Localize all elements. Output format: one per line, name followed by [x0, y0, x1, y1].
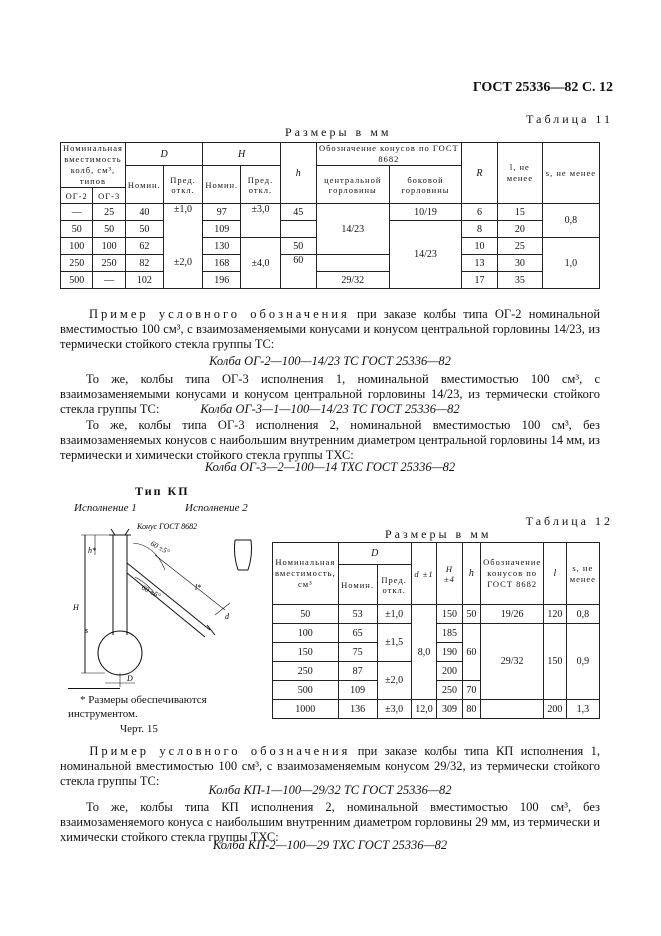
table12	[272, 542, 600, 719]
t11-h-D: D	[125, 143, 202, 166]
t12-h-60: 60	[462, 624, 481, 681]
t11-D-tol-2: ±2,0	[163, 238, 203, 289]
t11-r0-og2: —	[61, 204, 93, 221]
t12-r3-D: 87	[338, 662, 377, 681]
t11-r3-D: 82	[125, 255, 163, 272]
text1-p2: То же, колбы типа ОГ-3 исполнения 1, номинальной вместимостью 100 см³, с взаимозаменяемыми конусами и конусом центральной горловины 14/23, из термически стойкого стекла группы ТС:	[60, 372, 600, 416]
t11-H-tol-2: ±4,0	[241, 238, 281, 289]
t11-r4-og2: 500	[61, 272, 93, 289]
angle1-label: 60 ±5°	[149, 538, 172, 557]
t11-r0-og3: 25	[93, 204, 125, 221]
t11-h-s: s, не менее	[542, 143, 599, 204]
t11-r1-H: 109	[203, 221, 241, 238]
t12-h-d: d ±1	[411, 543, 437, 605]
text2-d2: Колба КП-2—100—29 ТХС ГОСТ 25336—82	[212, 838, 448, 852]
t11-h-H-pred: Пред. откл.	[241, 166, 281, 204]
t11-h-cones: Обозначение конусов по ГОСТ 8682	[316, 143, 461, 166]
text2-p2: То же, колбы типа КП исполнения 2, номинальной вместимостью 100 см³, без взаимозаменяемого конуса с наибольшим внутренним диаметром горловины 29 мм, из термически и химически стойкого стекла группы ТХС:	[60, 800, 600, 844]
t11-r4-H: 196	[203, 272, 241, 289]
table12-caption: Таблица 12	[525, 514, 613, 528]
t12-h-70: 70	[462, 681, 481, 700]
t12-r0-D: 53	[338, 605, 377, 624]
t11-side-1: 10/19	[389, 204, 461, 221]
text1-p1-rest: при заказе колбы типа ОГ-2 номинальной вместимостью 100 см³, с взаимозаменяемыми конусами и конусом центральной горловины 14/23, из термически стойкого стекла группы ТС:	[60, 307, 601, 351]
t11-h-nominal: Номинальная вместимость колб, см³, типов	[61, 143, 126, 188]
t11-h-H-nom: Номин.	[203, 166, 241, 204]
H-label: H	[73, 603, 79, 612]
t11-r2-D: 62	[125, 238, 163, 255]
t11-r1-l: 20	[497, 221, 542, 238]
figure-footnote: * Размеры обеспечиваются инструментом.	[68, 694, 207, 720]
t12-h-cone: Обозначение конусов по ГОСТ 8682	[481, 543, 544, 605]
t11-r2-og3: 100	[93, 238, 125, 255]
t11-r3-og2: 250	[61, 255, 93, 272]
figure-exec1: Исполнение 1	[74, 502, 137, 514]
l-label: l*	[195, 583, 202, 592]
t12-h-H: H ±4	[437, 543, 462, 605]
figure-exec2: Исполнение 2	[185, 502, 248, 514]
t11-r2-H: 130	[203, 238, 241, 255]
d-label: d	[225, 612, 229, 621]
t12-r5-D: 136	[338, 700, 377, 719]
t11-r4-l: 35	[497, 272, 542, 289]
table11	[60, 142, 600, 289]
t12-h-D-nom: Номин.	[338, 565, 377, 605]
t12-r2-H: 190	[437, 643, 462, 662]
t11-H-tol-1: ±3,0	[241, 204, 281, 238]
t11-r0-H: 97	[203, 204, 241, 221]
t11-D-tol-1: ±1,0	[163, 204, 203, 238]
table12-subtitle: Размеры в мм	[385, 527, 492, 541]
t12-l-2: 150	[544, 624, 566, 700]
t12-s-1: 0,8	[566, 605, 599, 624]
t12-r1-v: 100	[273, 624, 339, 643]
t12-r2-v: 150	[273, 643, 339, 662]
h-label: h*	[88, 546, 96, 555]
t12-r0-v: 50	[273, 605, 339, 624]
t11-r2-og2: 100	[61, 238, 93, 255]
side-arm-top	[127, 563, 210, 630]
t11-r0-l: 15	[497, 204, 542, 221]
t11-r2-R: 10	[462, 238, 498, 255]
t12-h-l: l	[544, 543, 566, 605]
t12-r0-H: 150	[437, 605, 462, 624]
t11-h-h: h	[280, 143, 316, 204]
text2-p1-rest: при заказе колбы типа КП исполнения 1, номинальной вместимостью 100 см³, с взаимозаменяемым конусом 29/32, из термически стойкого стекла группы ТС:	[60, 744, 600, 788]
t11-side-2: 14/23	[389, 221, 461, 289]
text1-p1-lead: Пример условного обозначения	[88, 307, 350, 321]
figure-caption: Черт. 15	[120, 723, 158, 735]
t11-h-og3: ОГ-3	[93, 188, 125, 204]
t12-cone-1: 19/26	[481, 605, 544, 624]
t11-central-2: 29/32	[316, 272, 389, 289]
t11-r0-R: 6	[462, 204, 498, 221]
t11-r3-og3: 250	[93, 255, 125, 272]
t11-r2-l: 25	[497, 238, 542, 255]
side-arm-bottom	[127, 573, 205, 637]
t11-h-R: R	[462, 143, 498, 204]
t12-r4-H: 250	[437, 681, 462, 700]
table11-caption: Таблица 11	[526, 112, 613, 126]
figure-type-title: Тип КП	[135, 484, 190, 498]
D-label: D	[127, 674, 133, 683]
t11-h-central: центральной горловины	[316, 166, 389, 204]
t11-r1-D: 50	[125, 221, 163, 238]
t11-s-2: 1,0	[542, 238, 599, 289]
s-label: s	[85, 626, 89, 635]
t11-r4-D: 102	[125, 272, 163, 289]
t12-s-2: 0,9	[566, 624, 599, 700]
t11-r1-og2: 50	[61, 221, 93, 238]
t12-tol-1: ±1,0	[377, 605, 411, 624]
t12-tol-3: ±2,0	[377, 662, 411, 700]
t12-tol-4: ±3,0	[377, 700, 411, 719]
text1-d2: Колба ОГ-3—1—100—14/23 ТС ГОСТ 25336—82	[200, 402, 460, 416]
t11-r0-D: 40	[125, 204, 163, 221]
t12-r3-H: 200	[437, 662, 462, 681]
t12-h-nominal: Номинальная вместимость, см³	[273, 543, 339, 605]
t12-cone-2: 29/32	[481, 624, 544, 700]
t12-r5-v: 1000	[273, 700, 339, 719]
t11-central-1: 14/23	[316, 204, 389, 255]
t11-r1-og3: 50	[93, 221, 125, 238]
t12-h-s: s, не менее	[566, 543, 599, 605]
t11-h-l: l, не менее	[497, 143, 542, 204]
t11-r1-R: 8	[462, 221, 498, 238]
t12-r4-v: 500	[273, 681, 339, 700]
t12-r2-D: 75	[338, 643, 377, 662]
page-header: ГОСТ 25336—82 С. 12	[472, 80, 613, 95]
text2-p1-lead: Пример условного обозначения	[89, 744, 351, 758]
t12-tol-2: ±1,5	[377, 624, 411, 662]
t11-h-side: боковой горловины	[389, 166, 461, 204]
text1-p3: То же, колбы типа ОГ-3 исполнения 2, номинальной вместимостью 100 см³, без взаимозаменяемых конусов с наибольшим внутренним диаметром центральной горловины 14 мм, из термически и химически стойкого стекла группы ТХС:	[60, 418, 600, 462]
t11-r4-R: 17	[462, 272, 498, 289]
t12-r3-v: 250	[273, 662, 339, 681]
t11-central-empty	[316, 255, 389, 272]
t12-d-2: 12,0	[411, 700, 437, 719]
t12-r4-D: 109	[338, 681, 377, 700]
text1-d1: Колба ОГ-2—100—14/23 ТС ГОСТ 25336—82	[209, 354, 451, 368]
t12-s-3: 1,3	[566, 700, 599, 719]
footnote-rule	[68, 688, 120, 689]
t12-h-h: h	[462, 543, 481, 605]
table11-subtitle: Размеры в мм	[285, 125, 392, 139]
t11-h-empty	[280, 221, 316, 238]
text1-d3: Колба ОГ-3—2—100—14 ТХС ГОСТ 25336—82	[204, 460, 456, 474]
text1-p1	[60, 307, 600, 352]
t12-d-1: 8,0	[411, 605, 437, 700]
t12-h-50: 50	[462, 605, 481, 624]
t11-r4-og3: —	[93, 272, 125, 289]
t11-h-45: 45	[280, 204, 316, 221]
t11-h-H: H	[203, 143, 280, 166]
t12-cone-empty	[481, 700, 544, 719]
t12-l-3: 200	[544, 700, 566, 719]
t11-h-D-pred: Пред. откл.	[163, 166, 203, 204]
flask-drawing	[55, 515, 265, 690]
t12-h-D-pred: Пред. откл.	[377, 565, 411, 605]
t11-r3-l: 30	[497, 255, 542, 272]
t11-s-1: 0,8	[542, 204, 599, 238]
cone-label: Конус ГОСТ 8682	[137, 522, 198, 531]
flask-bulb	[98, 631, 142, 675]
t11-h-60: 60	[280, 255, 316, 289]
t12-r1-D: 65	[338, 624, 377, 643]
text2-d1: Колба КП-1—100—29/32 ТС ГОСТ 25336—82	[208, 783, 452, 797]
t12-r5-H: 309	[437, 700, 462, 719]
t12-r1-H: 185	[437, 624, 462, 643]
angle2-label: 60 ±5°	[140, 582, 163, 601]
t12-l-1: 120	[544, 605, 566, 624]
t12-h-D: D	[338, 543, 411, 565]
t11-h-og2: ОГ-2	[61, 188, 93, 204]
t11-r3-R: 13	[462, 255, 498, 272]
t11-r3-H: 168	[203, 255, 241, 272]
t11-h-50: 50	[280, 238, 316, 255]
t11-h-D-nom: Номин.	[125, 166, 163, 204]
t12-h-80: 80	[462, 700, 481, 719]
